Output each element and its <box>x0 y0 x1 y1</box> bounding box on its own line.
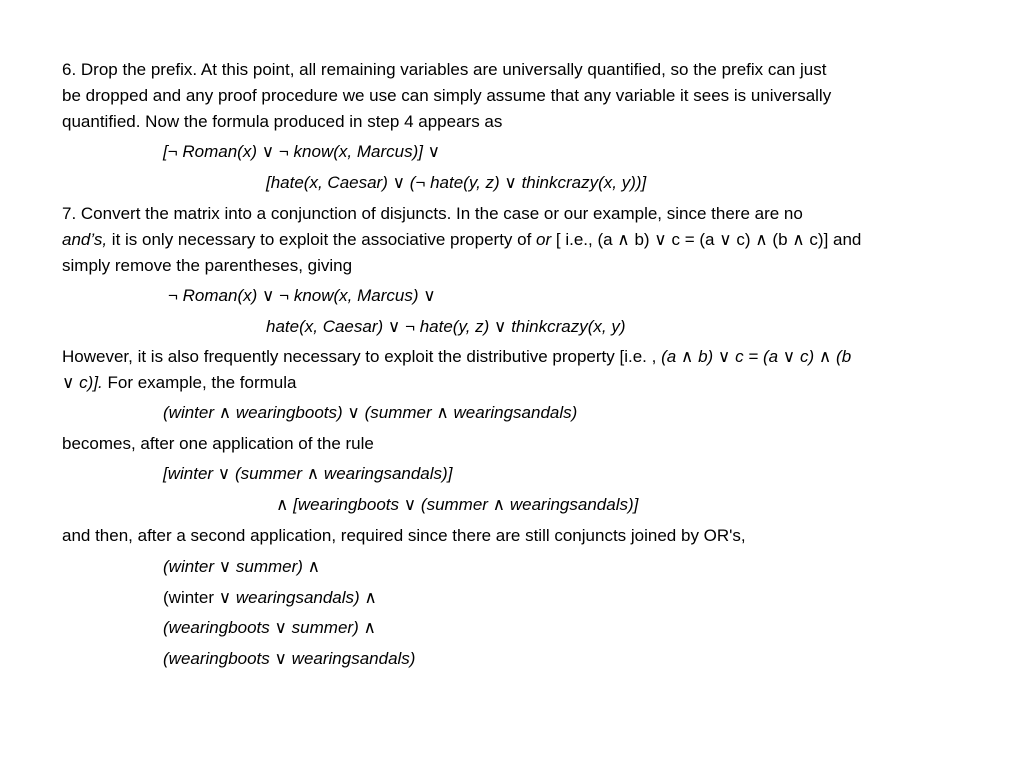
distributive-line-1 <box>62 344 851 370</box>
step6-formula-line-1 <box>163 139 440 165</box>
step7-formula-line-1 <box>168 283 436 309</box>
formula-operator: ∨ <box>269 618 292 637</box>
formula-term: (b <box>836 347 852 366</box>
formula-term: ¬ know(x, Marcus) <box>279 286 419 305</box>
body-text: However, it is also frequently necessary to exploit the distributive property [i.e. , <box>62 347 662 366</box>
body-text: For example, the formula <box>102 373 297 392</box>
formula-term: (a ∧ b) <box>661 347 714 366</box>
result-formula-line-2 <box>276 492 638 518</box>
step6-line-1: 6. Drop the prefix. At this point, all remaining variables are universally quantified, so the prefix can just <box>62 60 827 79</box>
step7-line-2 <box>62 227 861 253</box>
emphasis-text: or <box>536 230 552 249</box>
formula-operator: ∨ <box>62 373 80 392</box>
formula-term: c = (a <box>735 347 779 366</box>
formula-term: (winter ∧ wearingboots) <box>163 403 343 422</box>
step6-line-2: be dropped and any proof procedure we use can simply assume that any variable it sees is universally <box>62 86 832 105</box>
example-formula <box>163 400 577 426</box>
formula-term: thinkcrazy(x, y))] <box>521 173 647 192</box>
step7-formula-line-2 <box>266 314 626 340</box>
formula-operator: ∨ <box>213 464 235 483</box>
step7-line-1: 7. Convert the matrix into a conjunction of disjuncts. In the case or our example, since there are no <box>62 204 803 223</box>
formula-term: [winter <box>163 464 214 483</box>
formula-term: (wearingboots <box>163 618 270 637</box>
formula-term: (summer ∧ wearingsandals)] <box>420 495 639 514</box>
result-formula-line-1 <box>163 461 452 487</box>
formula-operator: ∨ <box>399 495 421 514</box>
formula-term: summer) ∧ <box>291 618 376 637</box>
formula-term: (wearingboots <box>163 649 270 668</box>
formula-operator: ∨ <box>778 347 800 366</box>
formula-term: thinkcrazy(x, y) <box>511 317 626 336</box>
formula-operator: ∧ <box>814 347 837 366</box>
formula-term: wearingsandals) <box>291 649 416 668</box>
formula-operator: ∨ <box>257 286 280 305</box>
formula-term: [¬ Roman(x) <box>163 142 257 161</box>
step6-formula-line-2 <box>266 170 646 196</box>
final-formula-line-3 <box>163 615 376 641</box>
formula-term: c)]. <box>79 373 103 392</box>
formula-term: (summer ∧ wearingsandals) <box>364 403 578 422</box>
step6-line-3: quantified. Now the formula produced in step 4 appears as <box>62 112 503 131</box>
formula-term: c) <box>799 347 815 366</box>
formula-term: (winter <box>163 557 215 576</box>
emphasis-text: and’s, <box>62 230 108 249</box>
body-text: it is only necessary to exploit the associative property of <box>107 230 537 249</box>
formula-operator: ∨ <box>489 317 512 336</box>
body-text: [ i.e., (a ∧ b) ∨ c = (a ∨ c) ∧ (b ∧ c)] and <box>551 230 862 249</box>
formula-operator: ∨ <box>422 142 441 161</box>
formula-operator: ∨ <box>499 173 522 192</box>
formula-term: (¬ hate(y, z) <box>409 173 500 192</box>
formula-operator: ∨ <box>342 403 365 422</box>
formula-term: ¬ know(x, Marcus)] <box>278 142 423 161</box>
formula-term: hate(x, Caesar) <box>266 317 384 336</box>
formula-operator: ∨ <box>257 142 279 161</box>
formula-term: (winter <box>163 588 215 607</box>
formula-term: summer) ∧ <box>235 557 321 576</box>
formula-operator: ∨ <box>214 557 236 576</box>
formula-operator: ∨ <box>383 317 406 336</box>
formula-operator: ∨ <box>387 173 410 192</box>
final-formula-line-1 <box>163 554 320 580</box>
formula-term: wearingsandals) ∧ <box>235 588 377 607</box>
distributive-line-2 <box>62 370 296 396</box>
formula-operator: ∨ <box>214 588 236 607</box>
formula-term: [hate(x, Caesar) <box>266 173 388 192</box>
formula-operator: ∨ <box>418 286 436 305</box>
step7-line-3: simply remove the parentheses, giving <box>62 256 353 275</box>
final-formula-line-4 <box>163 646 415 672</box>
second-application-text: and then, after a second application, required since there are still conjuncts joined by OR's, <box>62 526 746 545</box>
becomes-text: becomes, after one application of the rule <box>62 434 374 453</box>
formula-operator: ∨ <box>269 649 292 668</box>
formula-term: ∧ [wearingboots <box>276 495 400 514</box>
final-formula-line-2 <box>163 585 377 611</box>
formula-term: ¬ hate(y, z) <box>405 317 490 336</box>
formula-operator: ∨ <box>713 347 736 366</box>
formula-term: (summer ∧ wearingsandals)] <box>234 464 453 483</box>
formula-term: ¬ Roman(x) <box>168 286 258 305</box>
